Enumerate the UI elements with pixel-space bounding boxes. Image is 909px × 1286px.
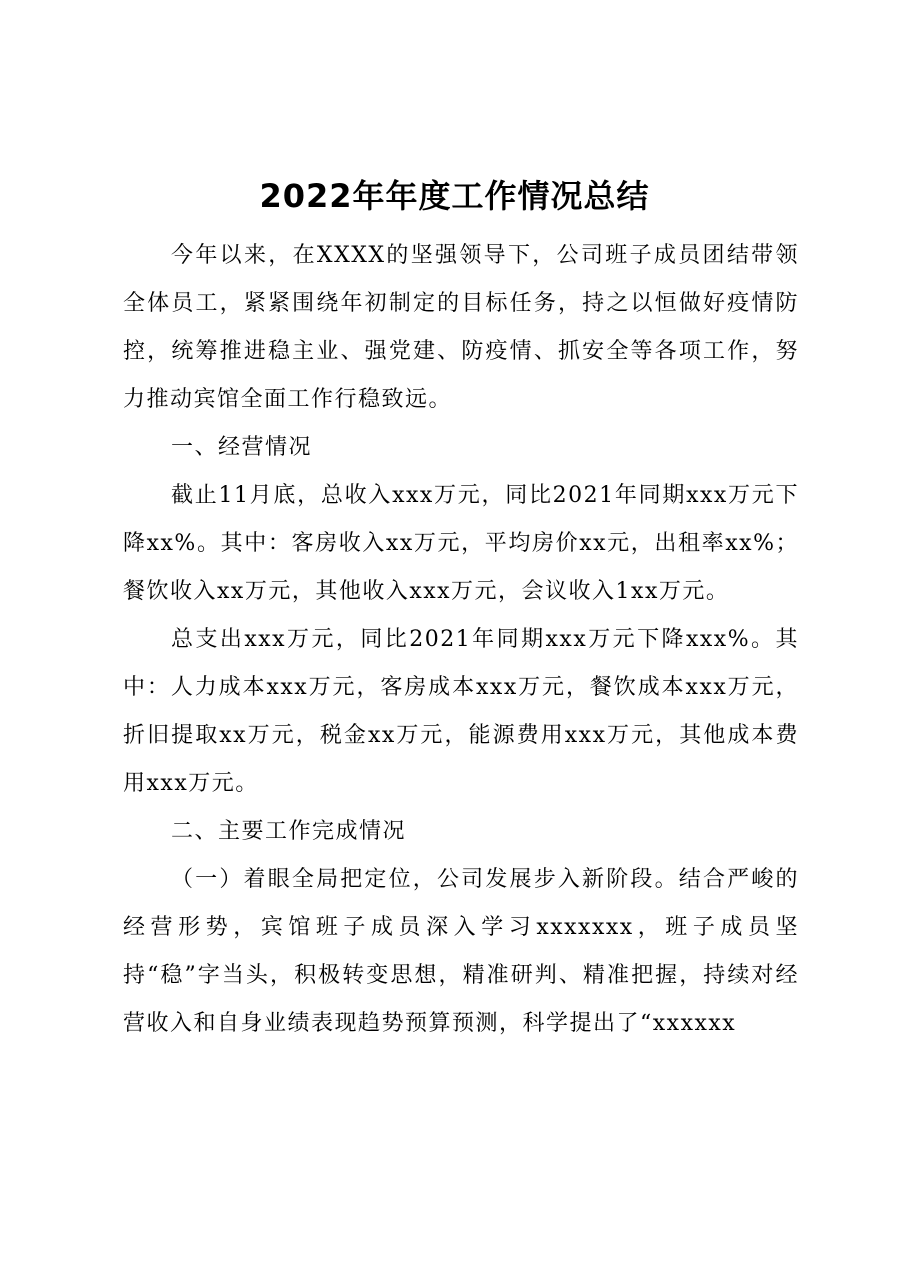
subsection-paragraph-1: （一）着眼全局把定位，公司发展步入新阶段。结合严峻的经营形势，宾馆班子成员深入学习xxxxxxx，班子成员坚持“稳”字当头，积极转变思想，精准研判、精准把握，持续对经营收入和自身业绩表现趋势预算预测，科学提出了“xxxxxx bbox=[123, 867, 799, 1036]
expenditure-paragraph: 总支出xxx万元，同比2021年同期xxx万元下降xxx%。其中：人力成本xxx万元，客房成本xxx万元，餐饮成本xxx万元，折旧提取xx万元，税金xx万元，能源费用xxx万元，其他成本费用xxx万元。 bbox=[123, 627, 799, 796]
revenue-paragraph: 截止11月底，总收入xxx万元，同比2021年同期xxx万元下降xx%。其中：客房收入xx万元，平均房价xx元，出租率xx%；餐饮收入xx万元，其他收入xxx万元，会议收入1xx万元。 bbox=[123, 483, 799, 604]
intro-paragraph: 今年以来，在XXXX的坚强领导下，公司班子成员团结带领全体员工，紧紧围绕年初制定的目标任务，持之以恒做好疫情防控，统筹推进稳主业、强党建、防疫情、抓安全等各项工作，努力推动宾馆全面工作行稳致远。 bbox=[123, 243, 799, 412]
section-heading-main-work: 二、主要工作完成情况 bbox=[171, 819, 407, 844]
document-body bbox=[123, 232, 799, 1048]
section-heading-operations: 一、经营情况 bbox=[171, 435, 313, 460]
document-title: 2022年年度工作情况总结 bbox=[259, 177, 650, 215]
